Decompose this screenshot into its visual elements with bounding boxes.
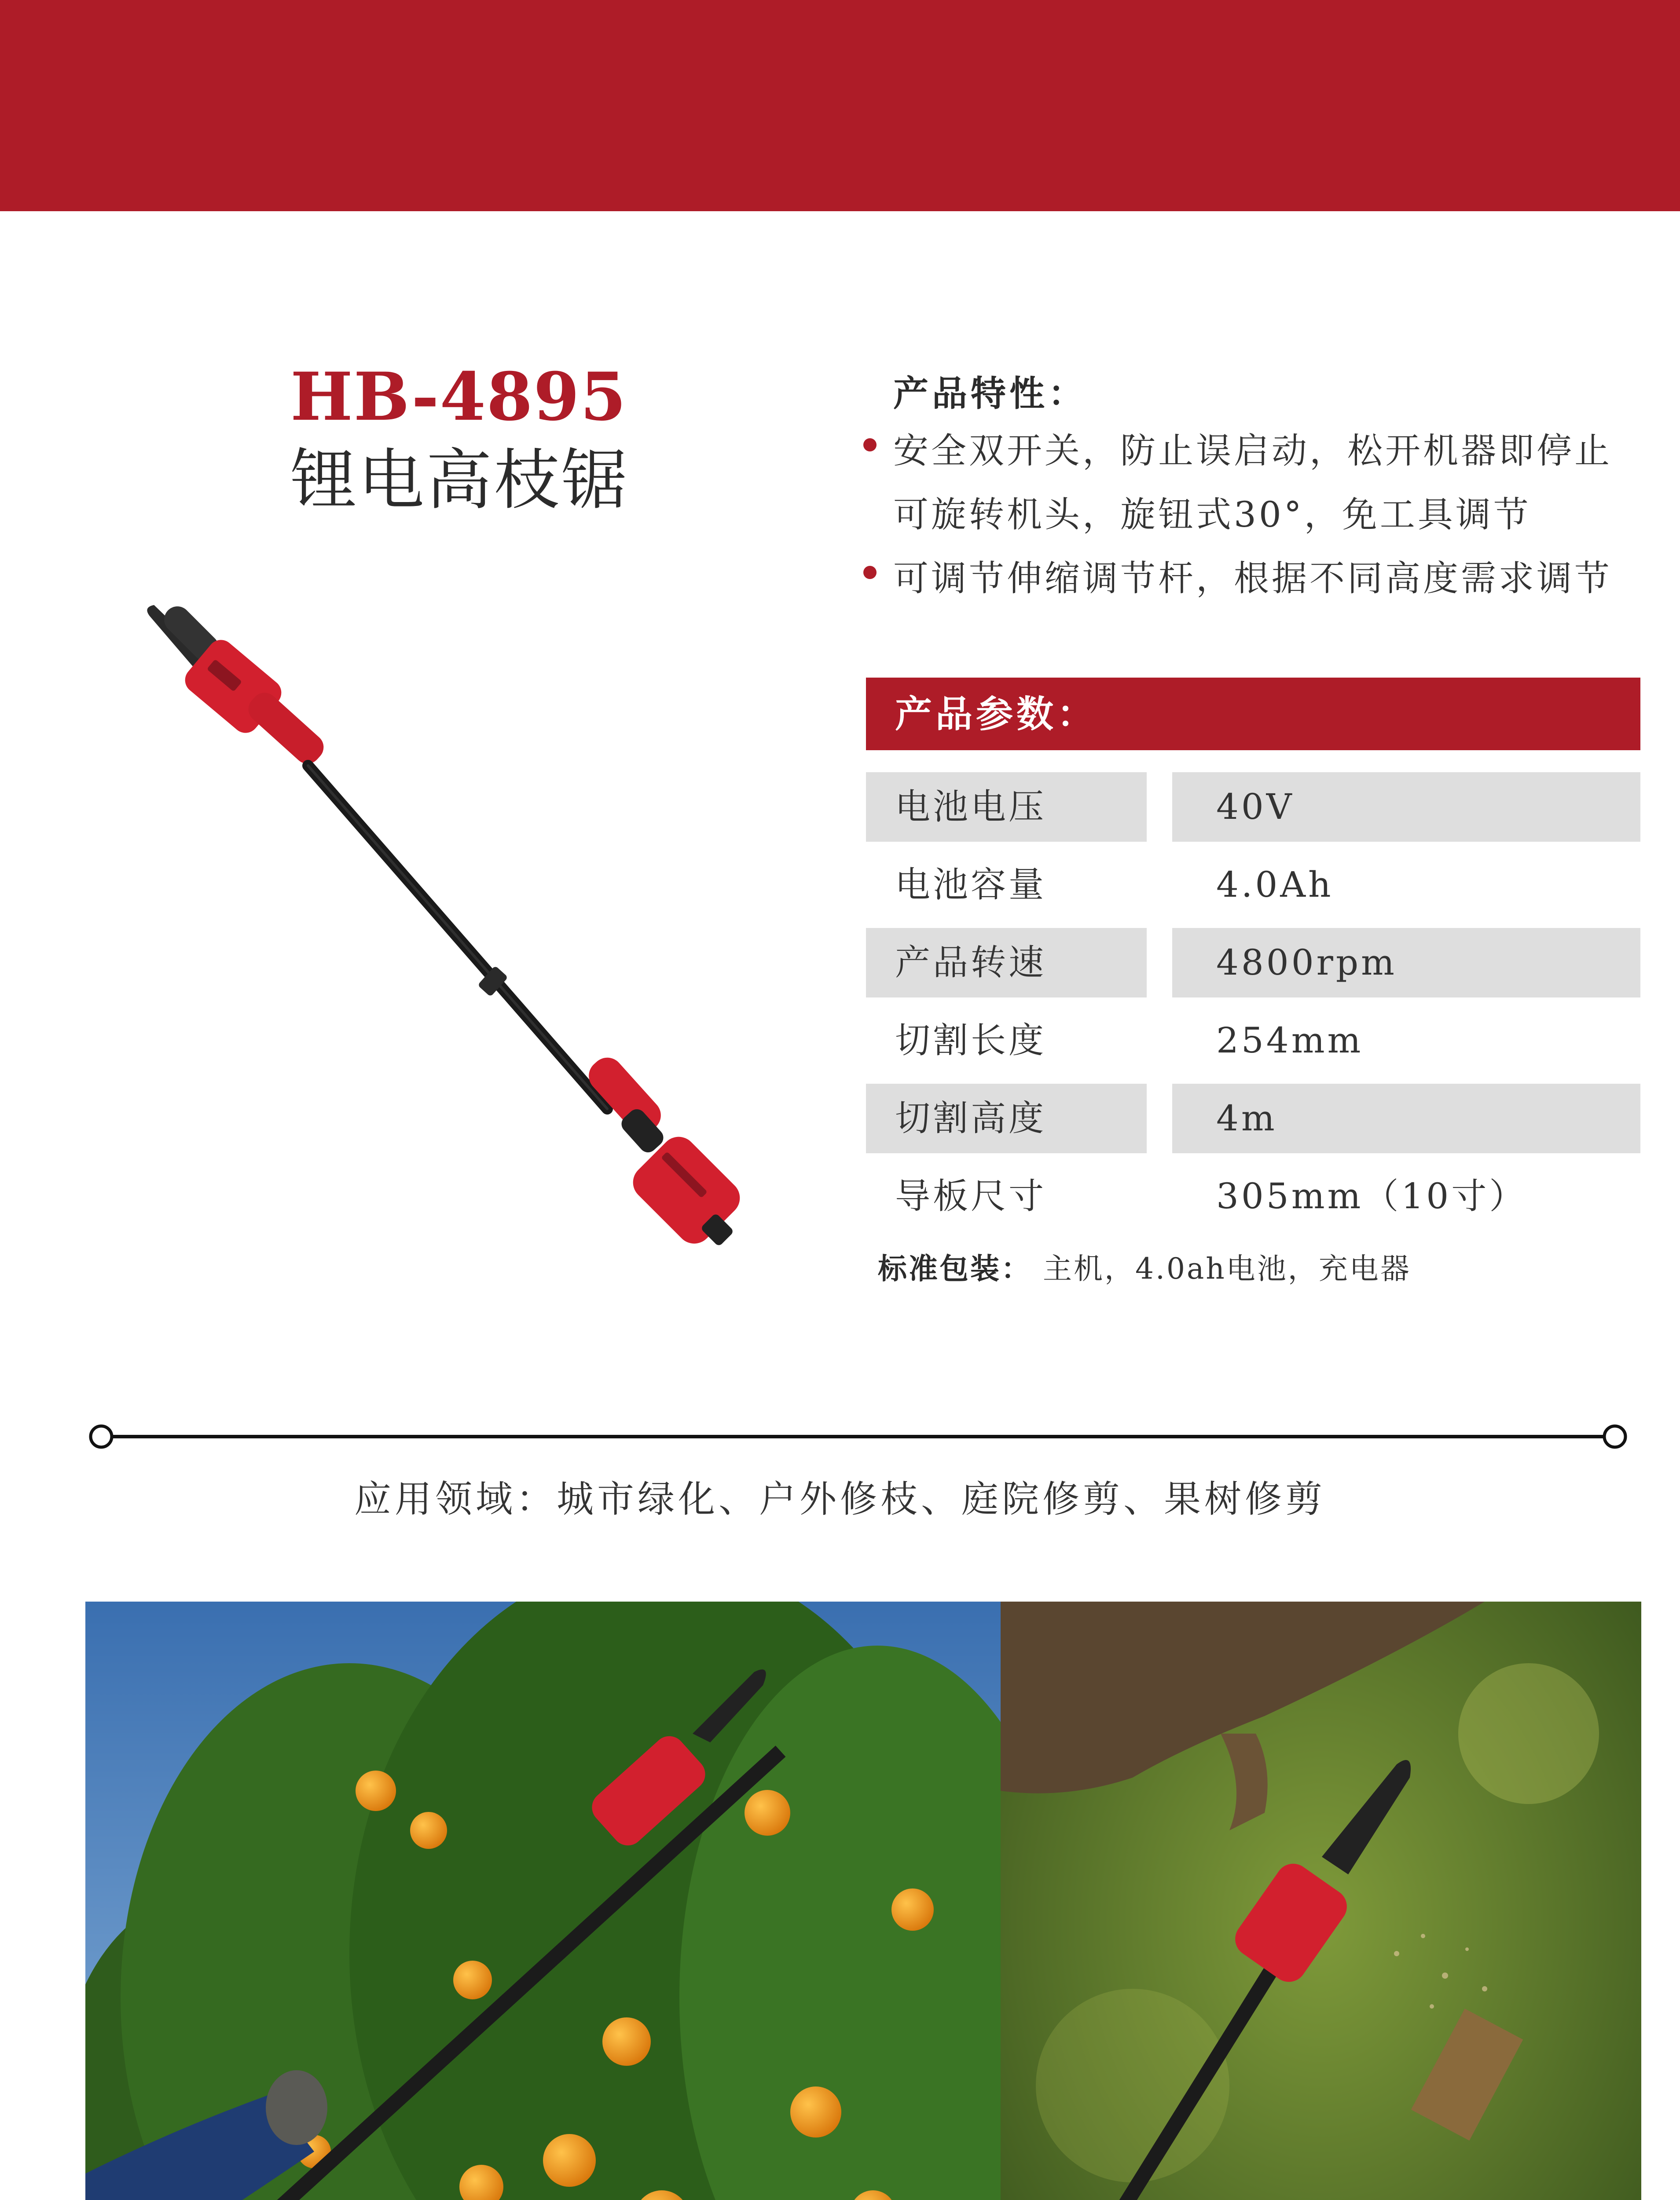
application-label: 应用领域： (354, 1478, 557, 1521)
product-model: HB-4895 (290, 358, 627, 436)
feature-text: 可旋转机头，旋钮式30°，免工具调节 (893, 494, 1531, 535)
timeline-divider (88, 1419, 1628, 1454)
spec-value: 254mm (1216, 1020, 1364, 1061)
spec-row (866, 850, 1640, 920)
feature-item (893, 486, 1531, 537)
bullet-dot-icon (863, 566, 877, 579)
package-label: 标准包装： (878, 1251, 1032, 1286)
package-value: 主机，4.0ah电池，充电器 (1042, 1252, 1411, 1286)
spec-label: 电池电压 (866, 772, 1147, 842)
spec-label: 切割长度 (895, 1020, 1046, 1061)
feature-text: 可调节伸缩调节杆，根据不同高度需求调节 (893, 558, 1612, 599)
bullet-dot-icon (863, 438, 877, 451)
branch-cutting-photo (1001, 1602, 1641, 2200)
spec-row (866, 1084, 1640, 1153)
feature-item (893, 550, 1612, 601)
product-name: 锂电高枝锯 (290, 442, 630, 519)
spec-row (866, 1006, 1640, 1075)
features-title: 产品特性： (893, 373, 1087, 414)
spec-value: 4800rpm (1172, 928, 1640, 997)
spec-label: 切割高度 (866, 1084, 1147, 1153)
spec-row (866, 1162, 1640, 1231)
feature-item (893, 422, 1612, 473)
header-band (0, 0, 1680, 211)
spec-value: 4.0Ah (1216, 864, 1334, 905)
feature-text: 安全双开关，防止误启动，松开机器即停止 (893, 430, 1612, 471)
spec-value: 4m (1172, 1084, 1640, 1153)
spec-label: 导板尺寸 (895, 1176, 1046, 1217)
application-value: 城市绿化、户外修枝、庭院修剪、果树修剪 (557, 1478, 1326, 1521)
specs-title: 产品参数： (866, 678, 1640, 750)
spec-label: 产品转速 (866, 928, 1147, 997)
application-fields (0, 1470, 1680, 1523)
spec-value: 305mm（10寸） (1216, 1176, 1527, 1217)
orchard-photo (85, 1602, 1001, 2200)
spec-row (866, 772, 1640, 842)
spec-value: 40V (1172, 772, 1640, 842)
spec-row (866, 928, 1640, 997)
package-info (878, 1245, 1411, 1287)
spec-label: 电池容量 (895, 864, 1046, 905)
pole-saw-product-image (141, 603, 766, 1280)
